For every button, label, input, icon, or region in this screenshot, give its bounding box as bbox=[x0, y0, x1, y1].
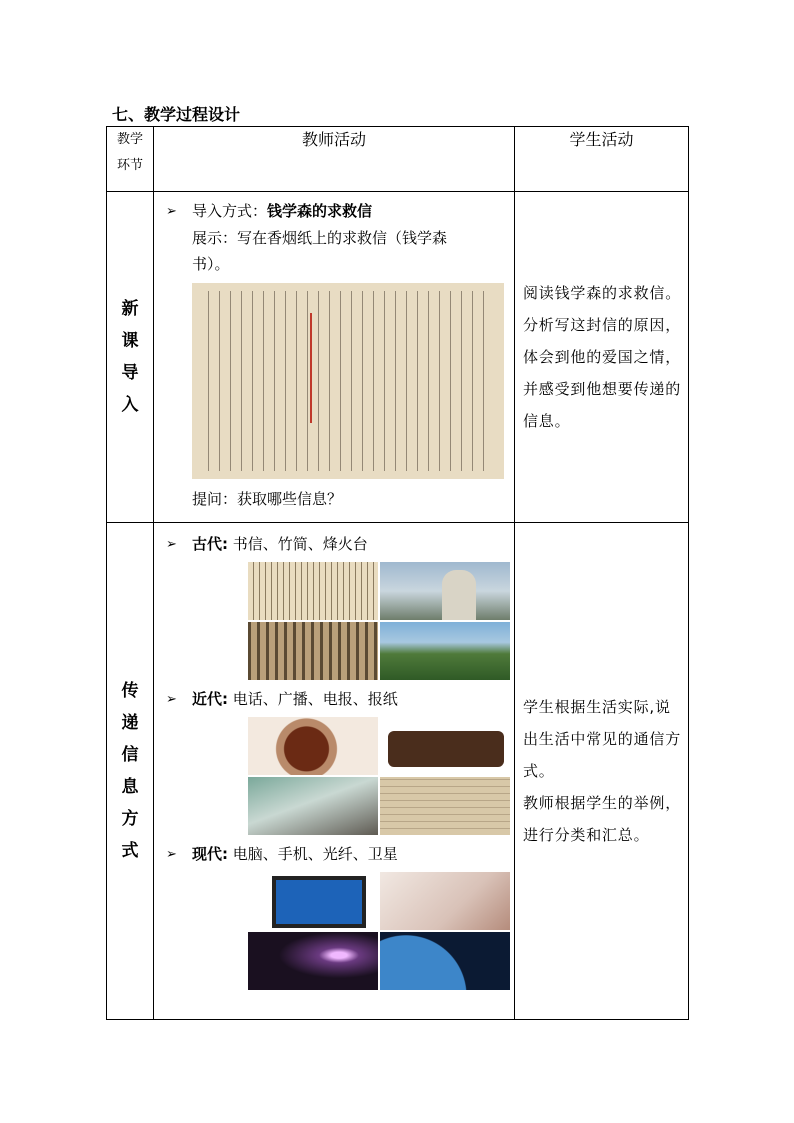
show-line-1: 展示：写在香烟纸上的求救信（钱学森 bbox=[192, 229, 448, 247]
header-teacher: 教师活动 bbox=[154, 127, 515, 192]
arrow-bullet-icon: ➢ bbox=[166, 847, 177, 862]
bullet-label: 导入方式： bbox=[192, 202, 268, 220]
current-image-grid bbox=[248, 872, 510, 990]
bullet-current bbox=[166, 843, 508, 866]
teacher-activity-intro bbox=[154, 192, 515, 523]
stage-char: 课 bbox=[121, 331, 139, 351]
bullet-modern-early bbox=[166, 688, 508, 711]
great-wall-beacon-image bbox=[380, 622, 510, 680]
modern-early-label: 近代: bbox=[192, 690, 228, 708]
qian-xuesen-letter-image bbox=[192, 283, 504, 479]
stage-char: 导 bbox=[121, 363, 139, 383]
bamboo-slips-image bbox=[248, 622, 378, 680]
satellite-image bbox=[380, 932, 510, 990]
arrow-bullet-icon: ➢ bbox=[166, 204, 177, 219]
optical-fiber-image bbox=[248, 932, 378, 990]
mobile-phone-image bbox=[380, 872, 510, 930]
telegraph-typewriter-image bbox=[248, 777, 378, 835]
current-label: 现代: bbox=[192, 845, 228, 863]
student-methods-line1: 学生根据生活实际,说出生活中常见的通信方式。 bbox=[523, 698, 682, 780]
current-items: 电脑、手机、光纤、卫星 bbox=[232, 845, 398, 863]
teacher-activity-methods bbox=[154, 523, 515, 1020]
telephone-image bbox=[248, 717, 378, 775]
messenger-pigeon-image bbox=[380, 562, 510, 620]
stage-char: 新 bbox=[121, 299, 139, 319]
stage-char: 方 bbox=[121, 809, 139, 829]
ancient-label: 古代: bbox=[192, 535, 228, 553]
modern-early-items: 电话、广播、电报、报纸 bbox=[232, 690, 398, 708]
bullet-intro-method bbox=[166, 200, 508, 223]
stage-char: 传 bbox=[121, 681, 139, 701]
table-row-methods bbox=[107, 523, 689, 1020]
bullet-ancient bbox=[166, 533, 508, 556]
student-methods-line2: 教师根据学生的举例，进行分类和汇总。 bbox=[523, 794, 682, 844]
radio-image bbox=[380, 717, 510, 775]
header-stage-line2: 环节 bbox=[116, 158, 143, 173]
header-stage-line1: 教学 bbox=[116, 132, 143, 147]
arrow-bullet-icon: ➢ bbox=[166, 692, 177, 707]
ancient-image-grid bbox=[248, 562, 510, 680]
question-line: 提问：获取哪些信息？ bbox=[192, 490, 343, 508]
laptop-image bbox=[248, 872, 378, 930]
newspaper-image bbox=[380, 777, 510, 835]
table-header-row bbox=[107, 127, 689, 192]
section-title: 七、教学过程设计 bbox=[112, 105, 241, 124]
stage-char: 息 bbox=[121, 777, 139, 797]
ancient-items: 书信、竹简、烽火台 bbox=[232, 535, 368, 553]
teaching-process-table bbox=[106, 126, 689, 1020]
modern-early-image-grid bbox=[248, 717, 510, 835]
stage-char: 信 bbox=[121, 745, 139, 765]
stage-char: 递 bbox=[121, 713, 139, 733]
show-line-2: 书）。 bbox=[192, 255, 230, 273]
stage-intro bbox=[107, 192, 154, 523]
header-student: 学生活动 bbox=[515, 127, 689, 192]
letter-scroll-image bbox=[248, 562, 378, 620]
stage-char: 入 bbox=[121, 395, 139, 415]
stage-char: 式 bbox=[121, 841, 139, 861]
student-activity-intro: 阅读钱学森的求救信。分析写这封信的原因，体会到他的爱国之情，并感受到他想要传递的信息。 bbox=[515, 192, 689, 523]
student-activity-methods bbox=[515, 523, 689, 1020]
header-stage bbox=[107, 127, 154, 192]
table-row-intro bbox=[107, 192, 689, 523]
stage-methods bbox=[107, 523, 154, 1020]
bullet-bold-title: 钱学森的求救信 bbox=[267, 202, 373, 220]
arrow-bullet-icon: ➢ bbox=[166, 537, 177, 552]
